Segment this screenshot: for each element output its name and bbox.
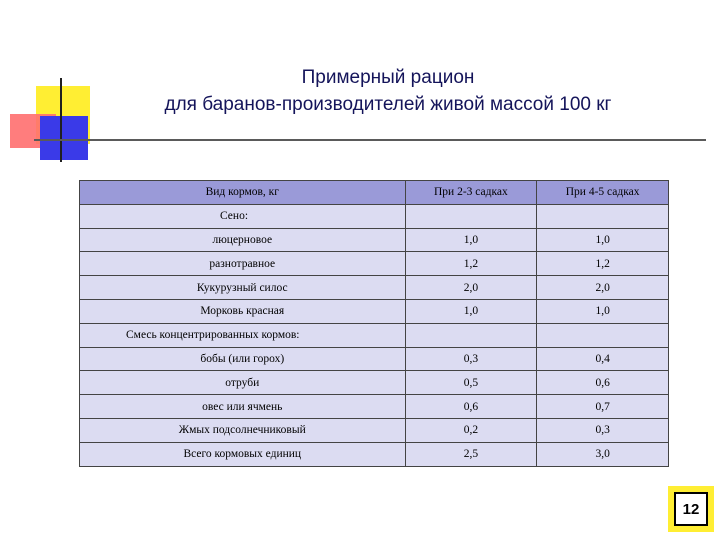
ration-table [79, 180, 669, 467]
row-label: Всего кормовых единиц [80, 442, 406, 466]
row-label: Жмых подсолнечниковый [80, 418, 406, 442]
header-feed-type: Вид кормов, кг [80, 181, 406, 205]
row-value-2: 1,2 [537, 252, 669, 276]
row-label: Кукурузный силос [80, 276, 406, 300]
table-row [80, 276, 669, 300]
table-row [80, 347, 669, 371]
row-value-2: 2,0 [537, 276, 669, 300]
table-row [80, 299, 669, 323]
row-label: люцерновое [80, 228, 406, 252]
row-value-2: 0,7 [537, 395, 669, 419]
table-row [80, 228, 669, 252]
page-number-badge [668, 486, 714, 532]
table-row [80, 371, 669, 395]
table-row [80, 395, 669, 419]
table-row [80, 323, 669, 347]
row-label: разнотравное [80, 252, 406, 276]
row-value-1 [405, 323, 537, 347]
row-value-2 [537, 323, 669, 347]
row-value-2: 1,0 [537, 299, 669, 323]
row-label: овес или ячмень [80, 395, 406, 419]
table-row [80, 252, 669, 276]
table-header-row [80, 181, 669, 205]
decor-blue-square [40, 116, 88, 160]
row-value-1: 1,0 [405, 299, 537, 323]
header-2-3-matings: При 2-3 садках [405, 181, 537, 205]
row-value-1: 1,0 [405, 228, 537, 252]
row-value-1: 2,0 [405, 276, 537, 300]
row-value-2: 1,0 [537, 228, 669, 252]
row-label-section: Сено: [80, 204, 406, 228]
row-value-1: 0,3 [405, 347, 537, 371]
row-label: Морковь красная [80, 299, 406, 323]
row-value-1 [405, 204, 537, 228]
slide-title [88, 64, 688, 118]
row-value-1: 2,5 [405, 442, 537, 466]
row-label: отруби [80, 371, 406, 395]
row-value-2: 0,4 [537, 347, 669, 371]
row-value-1: 1,2 [405, 252, 537, 276]
title-divider-line [34, 139, 706, 141]
row-value-1: 0,2 [405, 418, 537, 442]
decor-vertical-line [60, 78, 62, 162]
table-row [80, 418, 669, 442]
page-number: 12 [674, 492, 708, 526]
row-value-2 [537, 204, 669, 228]
row-label-section: Смесь концентрированных кормов: [80, 323, 406, 347]
row-value-2: 0,6 [537, 371, 669, 395]
table-row [80, 204, 669, 228]
row-label: бобы (или горох) [80, 347, 406, 371]
row-value-1: 0,6 [405, 395, 537, 419]
slide-title-line-1: Примерный рацион [301, 67, 475, 88]
row-value-2: 3,0 [537, 442, 669, 466]
row-value-2: 0,3 [537, 418, 669, 442]
table-row-total [80, 442, 669, 466]
row-value-1: 0,5 [405, 371, 537, 395]
slide-title-line-2: для баранов-производителей живой массой 100 кг [164, 94, 612, 115]
header-4-5-matings: При 4-5 садках [537, 181, 669, 205]
